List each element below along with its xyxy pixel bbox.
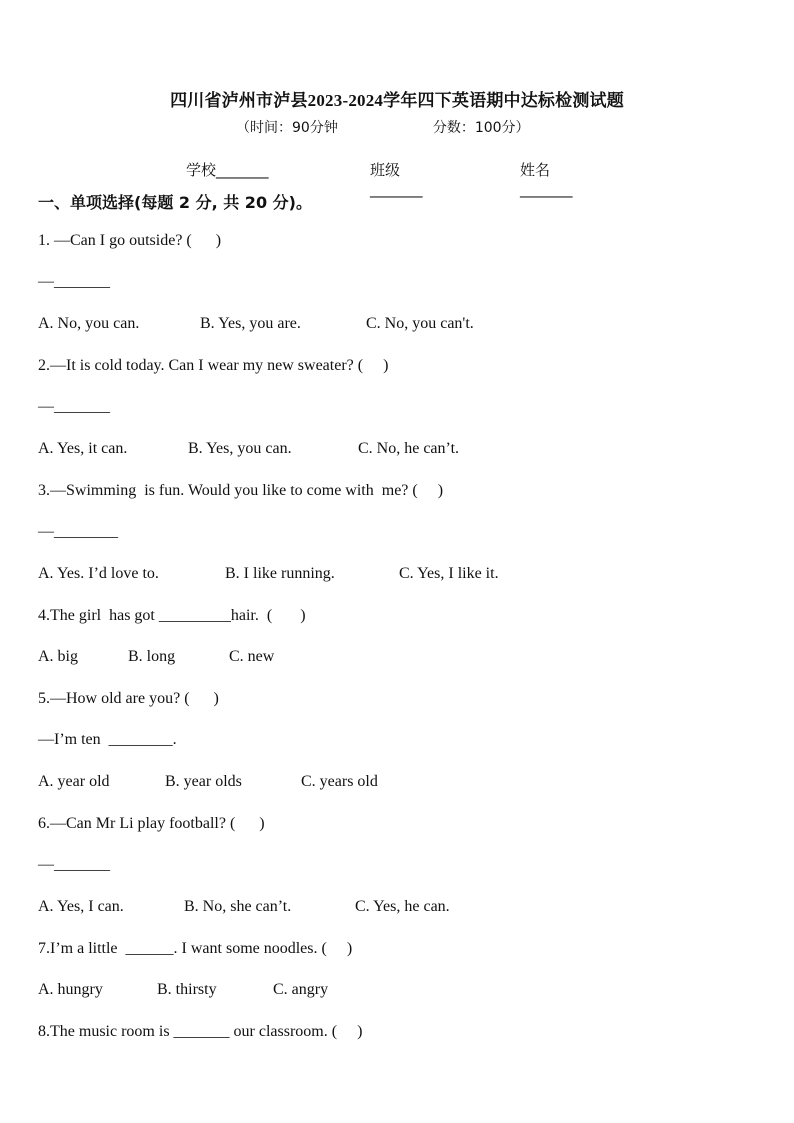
page-title: 四川省泸州市泸县2023-2024学年四下英语期中达标检测试题 (170, 91, 624, 110)
option-a[interactable]: A. Yes, it can. (38, 440, 128, 457)
question-3: 3.—Swimming is fun. Would you like to come with me? ( ) (38, 482, 444, 499)
option-b[interactable]: B. I like running. (225, 565, 335, 582)
options-3 (38, 565, 499, 583)
question-8: 8.The music room is _______ our classroom. ( ) (38, 1023, 363, 1040)
options-6 (38, 898, 450, 916)
option-b[interactable]: B. Yes, you are. (200, 315, 301, 332)
option-a[interactable]: A. No, you can. (38, 315, 140, 332)
option-a[interactable]: A. Yes. I’d love to. (38, 565, 159, 582)
section-title: 一、单项选择(每题 2 分, 共 20 分)。 (38, 193, 312, 212)
class-field[interactable]: 班级_______ (370, 161, 423, 198)
option-b[interactable]: B. long (128, 648, 176, 665)
option-c[interactable]: C. No, he can’t. (358, 440, 460, 457)
option-a[interactable]: A. hungry (38, 981, 103, 998)
answer-line-5[interactable]: —I’m ten ________. (38, 731, 177, 748)
option-c[interactable]: C. Yes, he can. (355, 898, 450, 915)
option-a[interactable]: A. big (38, 648, 78, 665)
option-a[interactable]: A. year old (38, 773, 110, 790)
school-field[interactable]: 学校_______ (186, 161, 269, 179)
question-1: 1. —Can I go outside? ( ) (38, 232, 222, 249)
student-fields (186, 159, 573, 198)
answer-line-3[interactable]: —________ (38, 523, 118, 540)
option-b[interactable]: B. Yes, you can. (188, 440, 292, 457)
question-4: 4.The girl has got _________hair. ( ) (38, 607, 306, 624)
option-c[interactable]: C. years old (301, 773, 378, 790)
options-5 (38, 773, 378, 791)
answer-line-6[interactable]: —_______ (38, 856, 110, 873)
question-6: 6.—Can Mr Li play football? ( ) (38, 815, 265, 832)
options-7 (38, 981, 328, 999)
option-c[interactable]: C. new (229, 648, 275, 665)
question-7: 7.I’m a little ______. I want some noodles. ( ) (38, 940, 353, 957)
option-b[interactable]: B. No, she can’t. (184, 898, 292, 915)
option-a[interactable]: A. Yes, I can. (38, 898, 124, 915)
options-2 (38, 440, 459, 458)
question-2: 2.—It is cold today. Can I wear my new sweater? ( ) (38, 357, 389, 374)
name-field[interactable]: 姓名_______ (520, 161, 573, 198)
option-c[interactable]: C. angry (273, 981, 329, 998)
score-info: 分数：100分） (432, 120, 530, 136)
option-b[interactable]: B. year olds (165, 773, 242, 790)
options-4 (38, 648, 274, 666)
answer-line-2[interactable]: —_______ (38, 398, 110, 415)
option-c[interactable]: C. No, you can't. (366, 315, 474, 332)
answer-line-1[interactable]: —_______ (38, 273, 110, 290)
option-c[interactable]: C. Yes, I like it. (399, 565, 499, 582)
time-info: （时间：90分钟 (236, 120, 338, 136)
question-5: 5.—How old are you? ( ) (38, 690, 219, 707)
options-1 (38, 315, 474, 333)
exam-info (236, 117, 530, 137)
option-b[interactable]: B. thirsty (157, 981, 217, 998)
